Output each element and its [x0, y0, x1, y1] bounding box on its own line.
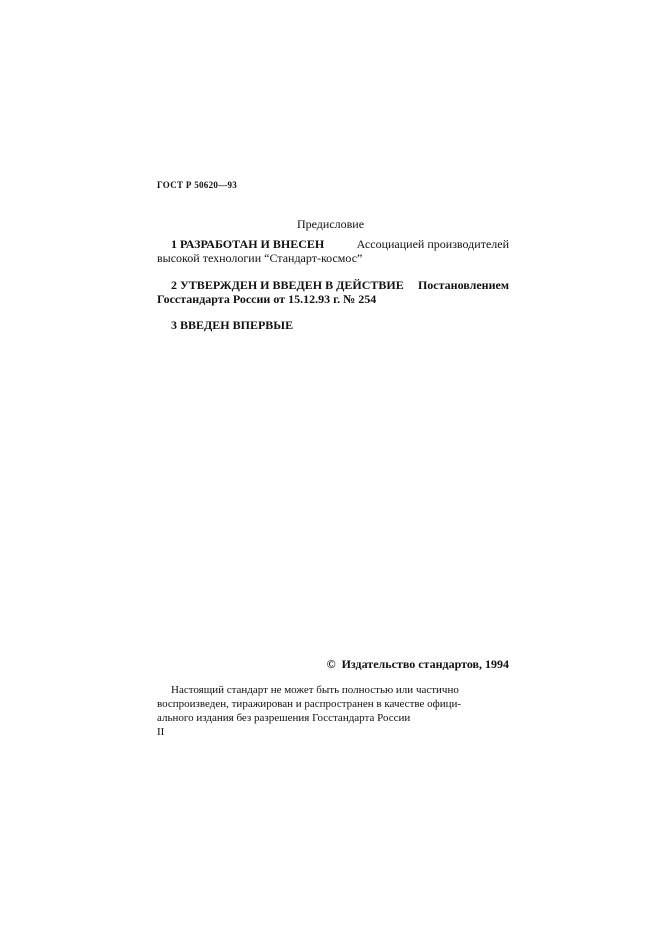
preface-item-1-line-2	[157, 251, 509, 265]
preface-item-1-line-1	[157, 237, 509, 251]
notice-line-2-text: воспроизведен, тиражирован и распространен в качестве офици-	[157, 698, 462, 710]
preface-item-2-continuation: Госстандарта России от 15.12.93 г. № 254	[157, 292, 377, 306]
preface-item-2-text: Постановлением	[417, 278, 509, 292]
reproduction-notice	[157, 683, 509, 725]
notice-line-3-text: ального издания без разрешения Госстандарта России	[157, 712, 411, 724]
preface-item-3	[157, 318, 509, 332]
page-number: II	[157, 726, 165, 738]
preface-item-3-line-1	[157, 318, 509, 332]
preface-item-1-text: Ассоциацией производителей	[356, 237, 509, 251]
copyright-text: Издательство стандартов, 1994	[341, 657, 509, 671]
notice-line-2	[157, 697, 509, 711]
preface-title: Предисловие	[296, 217, 365, 231]
preface-item-2-heading: 2 УТВЕРЖДЕН И ВВЕДЕН В ДЕЙСТВИЕ	[171, 278, 404, 292]
document-code: ГОСТ Р 50620—93	[157, 180, 238, 190]
notice-line-3	[157, 711, 509, 725]
preface-item-1-continuation: высокой технологии “Стандарт-космос”	[157, 251, 363, 265]
preface-item-2-line-1	[157, 278, 509, 292]
preface-item-1-heading: 1 РАЗРАБОТАН И ВНЕСЕН	[171, 237, 325, 251]
preface-item-2-line-2	[157, 292, 509, 306]
preface-item-1	[157, 237, 509, 265]
copyright-icon: ©	[326, 657, 336, 671]
preface-item-3-heading: 3 ВВЕДЕН ВПЕРВЫЕ	[171, 318, 294, 332]
notice-line-1-text: Настоящий стандарт не может быть полностью или частично	[171, 684, 459, 696]
notice-line-1	[157, 683, 509, 697]
preface-item-2	[157, 278, 509, 306]
copyright-notice	[0, 657, 509, 672]
